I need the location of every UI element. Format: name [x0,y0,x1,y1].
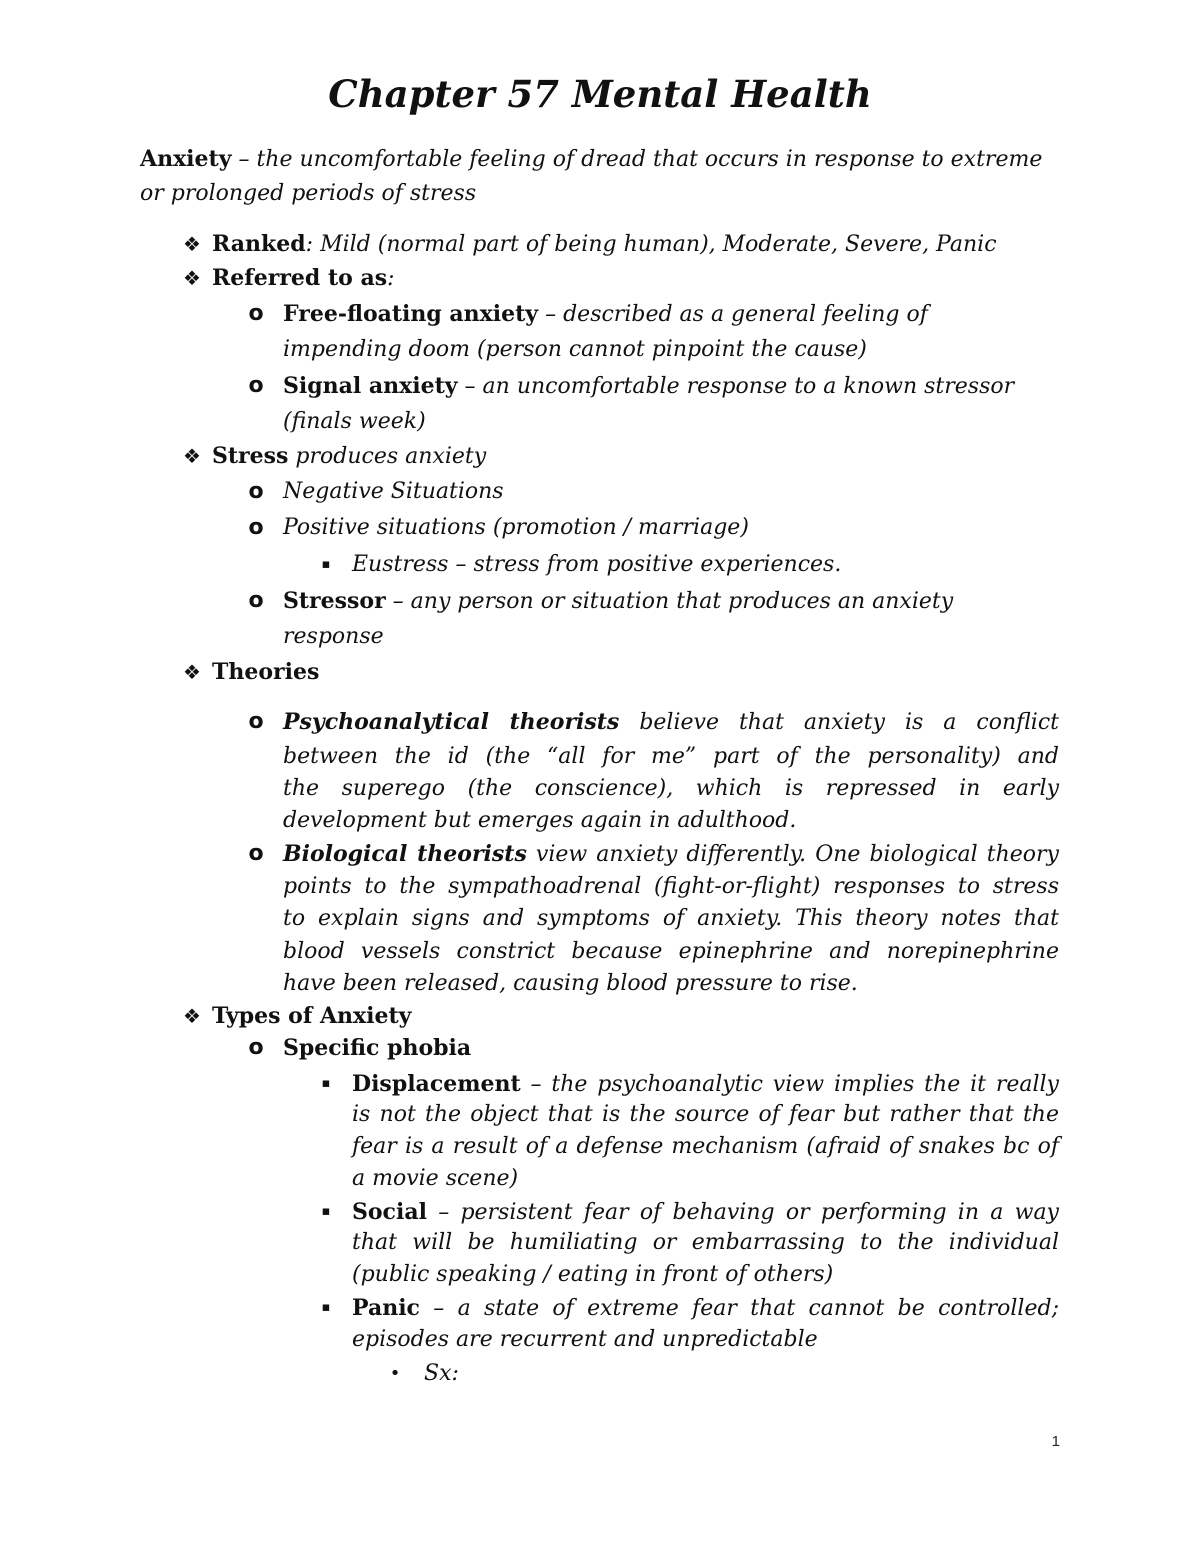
term-panic: Panic [352,1295,420,1321]
term-signal-anxiety: Signal anxiety [283,373,458,399]
social-line-3: (public speaking / eating in front of others) [352,1262,834,1287]
displacement-line-2: is not the object that is the source of fear but rather that the [352,1102,1059,1127]
positive-situations-item: Positive situations (promotion / marriage) [283,515,749,540]
stress-label: Stress [212,443,289,469]
circle-bullet-icon: o [248,709,264,734]
sx-item: Sx: [424,1361,459,1386]
circle-bullet-icon: o [248,515,264,540]
square-bullet-icon: ▪ [321,1300,331,1315]
social-line-1 [352,1196,1059,1229]
circle-bullet-icon: o [248,1035,264,1060]
displacement-line-3: fear is a result of a defense mechanism (afraid of snakes bc of [352,1134,1059,1159]
anxiety-definition-text: – the uncomfortable feeling of dread that occurs in response to extreme [231,147,1043,172]
stress-item [212,440,486,473]
circle-bullet-icon: o [248,301,264,326]
diamond-bullet-icon: ❖ [183,1004,201,1028]
anxiety-definition-line-2: or prolonged periods of stress [140,181,477,206]
circle-bullet-icon: o [248,588,264,613]
stress-text: produces anxiety [288,444,487,469]
types-heading: Types of Anxiety [212,1003,412,1029]
ranked-text: : Mild (normal part of being human), Moderate, Severe, Panic [305,232,997,257]
circle-bullet-icon: o [248,479,264,504]
biological-line-4: blood vessels constrict because epinephrine and norepinephrine [283,939,1059,964]
term-biological: Biological theorists [283,841,527,867]
panic-text: – a state of extreme fear that cannot be controlled; [419,1296,1059,1321]
psychoanalytical-line-1 [283,706,1059,739]
ranked-item [212,228,997,261]
term-psychoanalytical: Psychoanalytical theorists [283,709,620,735]
psychoanalytical-line-4: development but emerges again in adulthood. [283,808,797,833]
stressor-line-2: response [283,624,384,649]
referred-label: Referred to as [212,265,388,291]
circle-bullet-icon: o [248,373,264,398]
diamond-bullet-icon: ❖ [183,444,201,468]
diamond-bullet-icon: ❖ [183,660,201,684]
biological-line-3: to explain signs and symptoms of anxiety. This theory notes that [283,906,1059,931]
displacement-line-4: a movie scene) [352,1166,519,1191]
signal-anxiety-text: – an uncomfortable response to a known stressor [457,374,1015,399]
biological-line-2: points to the sympathoadrenal (fight-or-flight) responses to stress [283,874,1059,899]
psychoanalytical-line-2: between the id (the “all for me” part of the personality) and [283,744,1059,769]
anxiety-definition-line-1 [140,143,1042,176]
panic-line-2: episodes are recurrent and unpredictable [352,1327,818,1352]
biological-line-5: have been released, causing blood pressure to rise. [283,971,858,996]
panic-line-1 [352,1292,1059,1325]
eustress-item: Eustress – stress from positive experiences. [352,552,842,577]
displacement-text: – the psychoanalytic view implies the it really [520,1072,1059,1097]
term-free-floating: Free-floating anxiety [283,301,539,327]
psychoanalytical-text: believe that anxiety is a conflict [619,710,1059,735]
term-displacement: Displacement [352,1071,521,1097]
term-social: Social [352,1199,427,1225]
stressor-text: – any person or situation that produces an anxiety [385,589,954,614]
diamond-bullet-icon: ❖ [183,232,201,256]
referred-text: : [387,266,395,291]
referred-item [212,262,395,295]
biological-text: view anxiety differently. One biological theory [526,842,1059,867]
dot-bullet-icon: • [389,1363,401,1384]
theories-heading: Theories [212,659,320,685]
page-number: 1 [1051,1433,1060,1450]
social-line-2: that will be humiliating or embarrassing to the individual [352,1230,1059,1255]
square-bullet-icon: ▪ [321,1076,331,1091]
negative-situations-item: Negative Situations [283,479,504,504]
displacement-line-1 [352,1068,1059,1101]
diamond-bullet-icon: ❖ [183,266,201,290]
stressor-line-1 [283,585,953,618]
free-floating-text: – described as a general feeling of [538,302,928,327]
biological-line-1 [283,838,1059,871]
signal-anxiety-line-2: (finals week) [283,409,426,434]
specific-phobia-heading: Specific phobia [283,1035,472,1061]
page-title: Chapter 57 Mental Health [328,72,872,116]
free-floating-line-1 [283,298,928,331]
ranked-label: Ranked [212,231,306,257]
circle-bullet-icon: o [248,841,264,866]
square-bullet-icon: ▪ [321,1204,331,1219]
term-anxiety: Anxiety [140,146,232,172]
signal-anxiety-line-1 [283,370,1014,403]
free-floating-line-2: impending doom (person cannot pinpoint the cause) [283,337,867,362]
term-stressor: Stressor [283,588,386,614]
psychoanalytical-line-3: the superego (the conscience), which is repressed in early [283,776,1059,801]
square-bullet-icon: ▪ [321,557,331,572]
social-text: – persistent fear of behaving or performing in a way [426,1200,1059,1225]
